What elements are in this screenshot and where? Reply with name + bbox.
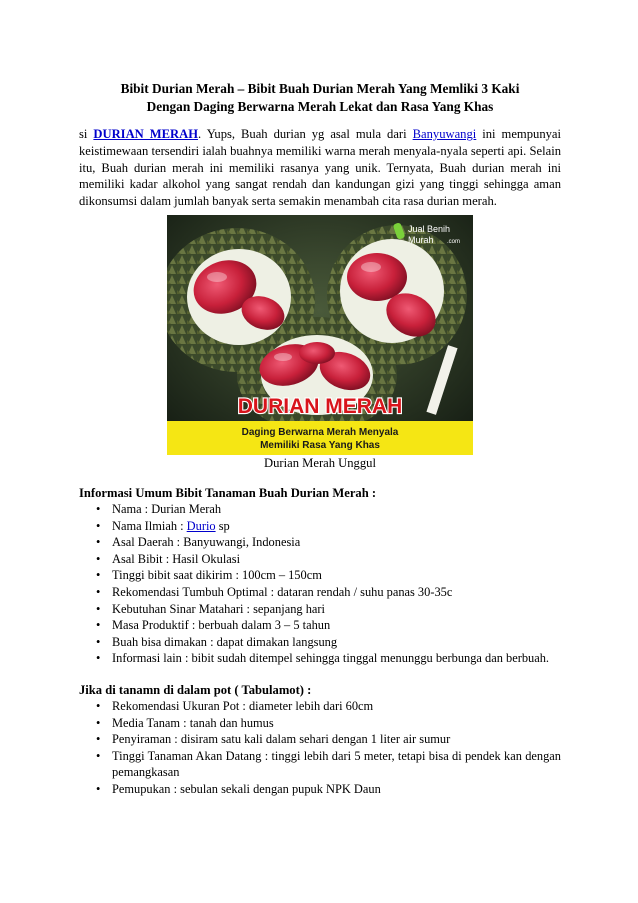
list-item: • Tinggi Tanaman Akan Datang : tinggi lebih dari 5 meter, tetapi bisa di pendek kan dengan pemangkasan [79, 748, 561, 781]
section-2-heading: Jika di tanamn di dalam pot ( Tabulamot) : [79, 683, 312, 697]
document-title [79, 80, 561, 116]
list-item: • Buah bisa dimakan : dapat dimakan langsung [79, 634, 561, 651]
latin-prefix: Nama Ilmiah : [112, 518, 187, 533]
list-item: • Penyiraman : disiram satu kali dalam sehari dengan 1 liter air sumur [79, 731, 561, 748]
title-line-2: Dengan Daging Berwarna Merah Lekat dan Rasa Yang Khas [146, 99, 494, 114]
section-1-list [79, 501, 561, 667]
banyuwangi-link[interactable]: Banyuwangi [412, 127, 477, 141]
list-item: • Tinggi bibit saat dikirim : 100cm – 150cm [79, 567, 561, 584]
banner-line-1: Daging Berwarna Merah Menyala [241, 427, 399, 438]
figure-caption: Durian Merah Unggul [264, 456, 376, 470]
list-item: • Asal Bibit : Hasil Okulasi [79, 551, 561, 568]
list-item: • Media Tanam : tanah dan humus [79, 715, 561, 732]
list-item: • Pemupukan : sebulan sekali dengan pupuk NPK Daun [79, 781, 561, 798]
title-line-1: Bibit Durian Merah – Bibit Buah Durian Merah Yang Memliki 3 Kaki [120, 81, 520, 96]
banner-line-2: Memiliki Rasa Yang Khas [260, 440, 380, 451]
intro-paragraph [79, 126, 561, 210]
list-item: • Rekomendasi Tumbuh Optimal : dataran rendah / suhu panas 30-35c [79, 584, 561, 601]
list-item: • Kebutuhan Sinar Matahari : sepanjang hari [79, 601, 561, 618]
list-item: • Masa Produktif : berbuah dalam 3 – 5 tahun [79, 617, 561, 634]
latin-suffix: sp [215, 518, 230, 533]
list-item: • Rekomendasi Ukuran Pot : diameter lebih dari 60cm [79, 698, 561, 715]
durio-link[interactable]: Durio [186, 518, 216, 533]
durian-photo [167, 215, 473, 455]
section-1-heading: Informasi Umum Bibit Tanaman Buah Durian Merah : [79, 486, 377, 500]
intro-text-2: ini mempunyai keistimewaan tersendiri ialah buahnya memiliki warna merah menyala-nyala seperti api. Selain itu, Buah durian merah ini memiliki rasanya yang unik. Ternyata, Buah durian merah ini memiliki kadar alkohol yang sangat rendah dan kandungan gizi yang tinggi sehingga aman dikonsumsi dalam jumlah banyak serta semakin menambah cita rasa durian merah. [79, 127, 561, 209]
watermark-text-1: Jual Benih [408, 224, 451, 234]
durian-merah-link[interactable]: DURIAN MERAH [93, 127, 199, 141]
intro-prefix: si [79, 127, 94, 141]
list-item: • Asal Daerah : Banyuwangi, Indonesia [79, 534, 561, 551]
watermark-text-2: Murah [408, 235, 434, 245]
watermark-text-3: .com [447, 239, 461, 245]
list-item: • Informasi lain : bibit sudah ditempel sehingga tinggal menunggu berbunga dan berbuah. [79, 650, 561, 667]
section-2-list [79, 698, 561, 798]
intro-text-1: . Yups, Buah durian yg asal mula dari [198, 127, 413, 141]
list-item-latin-name [79, 518, 561, 535]
banner-title: DURIAN MERAH [237, 395, 403, 418]
list-item: • Nama : Durian Merah [79, 501, 561, 518]
